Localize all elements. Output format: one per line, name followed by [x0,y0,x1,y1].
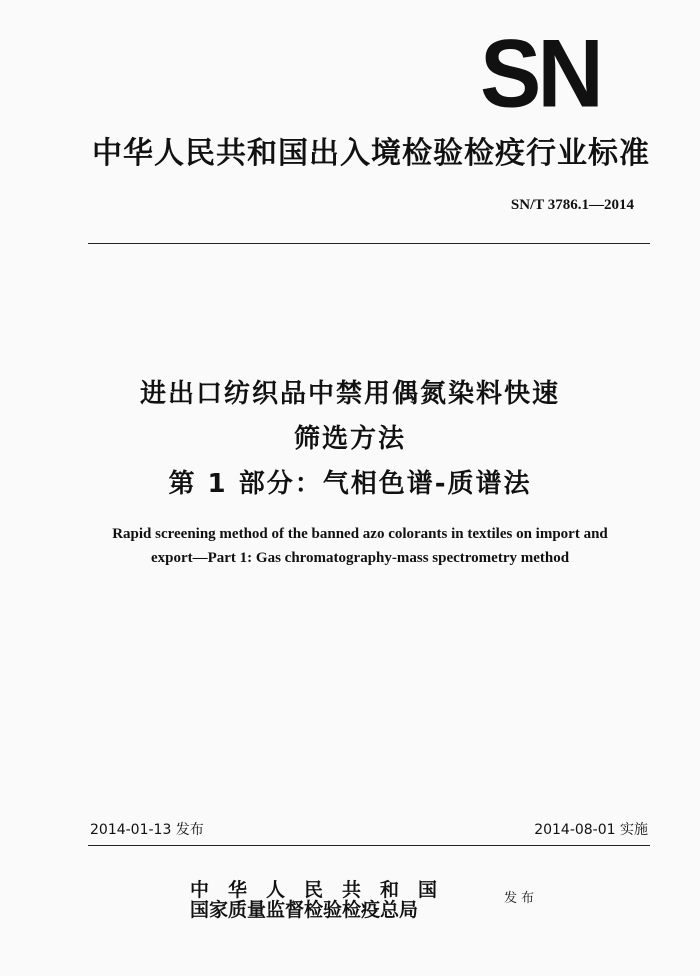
issuer-line1: 中华人民共和国 [190,879,457,901]
publish-date: 2014-01-13 发布 [90,822,204,838]
standard-body-title: 中华人民共和国出入境检验检疫行业标准 [92,136,650,171]
title-en-line1: Rapid screening method of the banned azo colorants in textiles on import and [112,526,608,542]
title-zh-line3: 第 1 部分：气相色谱-质谱法 [168,469,532,499]
title-zh-line1: 进出口纺织品中禁用偶氮染料快速 [139,379,560,409]
implement-date: 2014-08-01 实施 [534,822,648,838]
issue-label: 发布 [504,891,539,906]
bottom-divider [88,845,650,846]
top-divider [88,243,650,244]
standard-number: SN/T 3786.1—2014 [510,197,634,213]
issuer-line2: 国家质量监督检验检疫总局 [190,899,419,921]
title-en [60,522,660,570]
title-zh-line2: 筛选方法 [293,424,406,454]
sn-logo: SN [480,20,600,128]
title-en-line2: export—Part 1: Gas chromatography-mass spectrometry method [150,550,570,566]
